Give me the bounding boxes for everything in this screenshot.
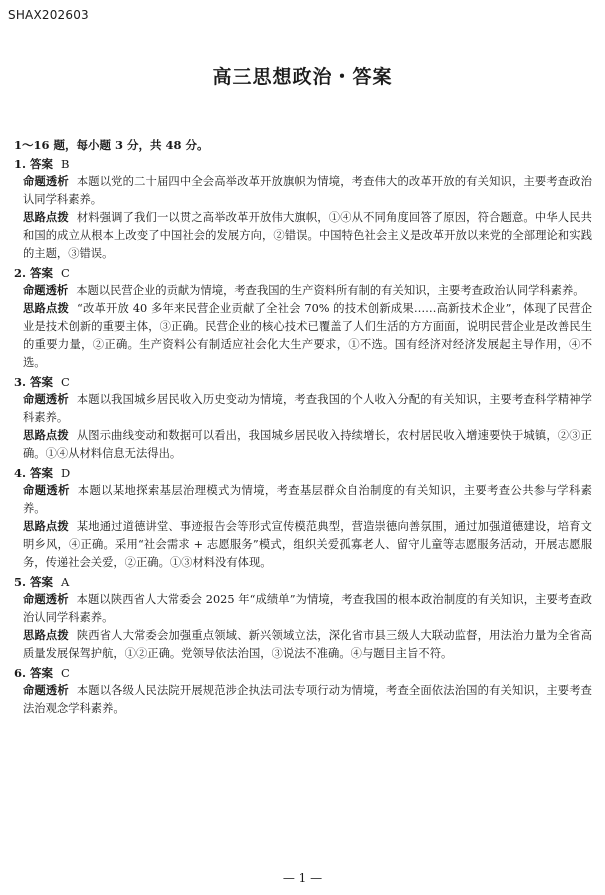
answer-choice: D	[61, 466, 71, 480]
question-number: 6.	[14, 666, 27, 680]
hint-paragraph	[14, 427, 592, 463]
exam-code: SHAX202603	[8, 8, 89, 22]
question-block	[14, 155, 592, 263]
question-block	[14, 573, 592, 663]
section-intro: 1～16 题，每小题 3 分，共 48 分。	[14, 138, 209, 152]
analysis-label: 命题透析	[23, 484, 70, 497]
question-number: 4.	[14, 466, 27, 480]
answer-choice: C	[61, 375, 70, 389]
question-block	[14, 373, 592, 463]
hint-paragraph	[14, 300, 592, 372]
page-title: 高三思想政治・答案	[212, 66, 393, 88]
analysis-label: 命题透析	[23, 284, 69, 297]
page-number: — 1 —	[282, 871, 323, 885]
question-list	[14, 155, 592, 718]
analysis-label: 命题透析	[23, 593, 69, 606]
hint-paragraph	[14, 518, 592, 572]
hint-paragraph	[14, 209, 592, 263]
hint-label: 思路点拨	[23, 302, 70, 315]
answer-label: 答案	[30, 575, 54, 589]
answer-choice: C	[61, 266, 70, 280]
hint-text: 陕西省人大常委会加强重点领域、新兴领域立法，深化省市县三级人大联动监督，用法治力量为全省高质量发展保驾护航，①②正确。党领导依法治国，③说法不准确。④与题目主旨不符。	[23, 629, 592, 660]
analysis-paragraph	[14, 482, 592, 518]
analysis-label: 命题透析	[23, 393, 69, 406]
answer-choice: A	[61, 575, 70, 589]
question-answer-line	[14, 573, 592, 591]
answer-label: 答案	[30, 466, 54, 480]
answer-label: 答案	[30, 266, 54, 280]
question-answer-line	[14, 373, 592, 391]
analysis-paragraph	[14, 173, 592, 209]
analysis-paragraph	[14, 591, 592, 627]
answer-choice: C	[61, 666, 70, 680]
analysis-text: 本题以党的二十届四中全会高举改革开放旗帜为情境，考查伟大的改革开放的有关知识，主要考查政治认同学科素养。	[23, 175, 592, 206]
analysis-text: 本题以民营企业的贡献为情境，考查我国的生产资料所有制的有关知识，主要考查政治认同学科素养。	[76, 284, 585, 297]
analysis-paragraph	[14, 282, 592, 300]
answer-label: 答案	[30, 157, 54, 171]
hint-label: 思路点拨	[23, 520, 69, 533]
analysis-label: 命题透析	[23, 175, 69, 188]
analysis-paragraph	[14, 391, 592, 427]
analysis-text: 本题以陕西省人大常委会 2025 年“成绩单”为情境，考查我国的根本政治制度的有关知识，主要考查政治认同学科素养。	[23, 593, 592, 624]
answer-label: 答案	[30, 666, 54, 680]
hint-text: 从图示曲线变动和数据可以看出，我国城乡居民收入持续增长，农村居民收入增速要快于城镇，②③正确。①④从材料信息无法得出。	[23, 429, 592, 460]
hint-label: 思路点拨	[23, 429, 69, 442]
hint-text: 材料强调了我们一以贯之高举改革开放伟大旗帜，①④从不同角度回答了原因，符合题意。中华人民共和国的成立从根本上改变了中国社会的发展方向，②错误。中国特色社会主义是改革开放以来党的全部理论和实践的主题，③错误。	[23, 211, 592, 260]
question-answer-line	[14, 464, 592, 482]
question-block	[14, 664, 592, 718]
analysis-text: 本题以各级人民法院开展规范涉企执法司法专项行动为情境，考查全面依法治国的有关知识，主要考查法治观念学科素养。	[23, 684, 592, 715]
analysis-paragraph	[14, 682, 592, 718]
hint-text: 某地通过道德讲堂、事迹报告会等形式宣传模范典型，营造崇德向善氛围，通过加强道德建设，培育文明乡风，④正确。采用“社会需求 + 志愿服务”模式，组织关爱孤寡老人、留守儿童等志愿服务活动，开展志愿服务，传递社会关爱，②正确。①③材料没有体现。	[23, 520, 592, 569]
question-answer-line	[14, 264, 592, 282]
question-block	[14, 464, 592, 572]
question-number: 1.	[14, 157, 27, 171]
question-number: 3.	[14, 375, 27, 389]
hint-paragraph	[14, 627, 592, 663]
analysis-text: 本题以我国城乡居民收入历史变动为情境，考查我国的个人收入分配的有关知识，主要考查科学精神学科素养。	[23, 393, 592, 424]
hint-label: 思路点拨	[23, 629, 69, 642]
analysis-text: 本题以某地探索基层治理模式为情境，考查基层群众自治制度的有关知识，主要考查公共参与学科素养。	[23, 484, 592, 515]
answer-label: 答案	[30, 375, 54, 389]
question-answer-line	[14, 155, 592, 173]
analysis-label: 命题透析	[23, 684, 69, 697]
question-number: 2.	[14, 266, 27, 280]
answer-content	[14, 136, 592, 718]
hint-text: “改革开放 40 多年来民营企业贡献了全社会 70% 的技术创新成果……高新技术企业”，体现了民营企业是技术创新的重要主体，③正确。民营企业的核心技术已覆盖了人们生活的方方面面，说明民营企业是改善民生的重要力量，②正确。生产资料公有制适应社会化大生产要求，①不选。国有经济对经济发展起主导作用，④不选。	[23, 302, 592, 369]
question-answer-line	[14, 664, 592, 682]
answer-choice: B	[61, 157, 70, 171]
question-number: 5.	[14, 575, 27, 589]
question-block	[14, 264, 592, 372]
hint-label: 思路点拨	[23, 211, 69, 224]
